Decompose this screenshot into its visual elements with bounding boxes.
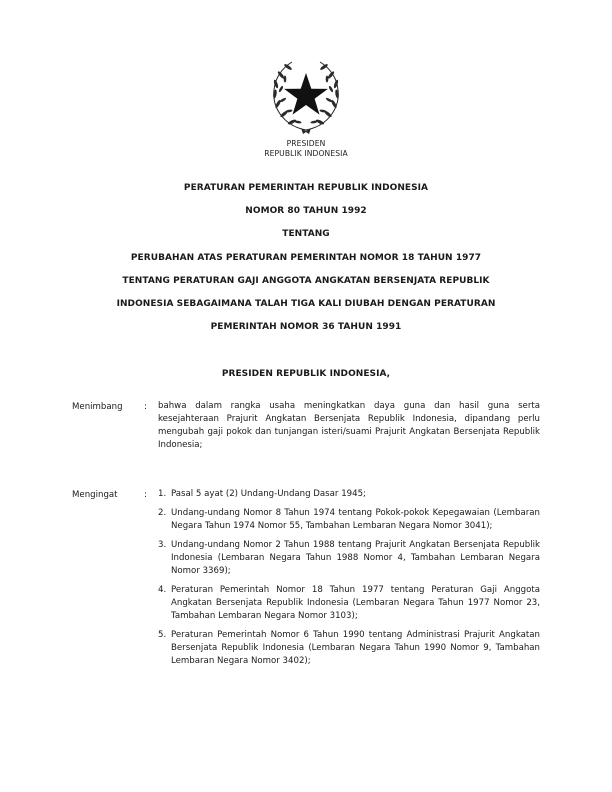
list-item-text: Undang-undang Nomor 2 Tahun 1988 tentang Prajurit Angkatan Bersenjata Republik Indonesia (Lembaran Negara Tahun 1988 Nomor 4, Tambahan Lembaran Negara Nomor 3369); (171, 540, 540, 576)
menimbang-label: Menimbang (72, 402, 123, 412)
list-item (158, 584, 540, 623)
list-item-number: 3. (158, 540, 167, 550)
regulation-subject-line-1: PERUBAHAN ATAS PERATURAN PEMERINTAH NOMOR 18 TAHUN 1977 (130, 253, 482, 263)
list-item-text: Peraturan Pemerintah Nomor 6 Tahun 1990 tentang Administrasi Prajurit Angkatan Bersenjata Republik Indonesia (Lembaran Negara Tahun 1990 Nomor 9, Tambahan Lembaran Negara Nomor 3402); (171, 630, 540, 666)
list-item-number: 2. (158, 508, 167, 518)
mengingat-list (158, 488, 540, 674)
letterhead-line-1: PRESIDEN (286, 139, 326, 148)
list-item-text: Undang-undang Nomor 8 Tahun 1974 tentang Pokok-pokok Kepegawaian (Lembaran Negara Tahun 1974 Nomor 55, Tambahan Lembaran Negara Nomor 3041); (171, 508, 540, 531)
menimbang-text: bahwa dalam rangka usaha meningkatkan daya guna dan hasil guna serta kesejahteraan Prajurit Angkatan Bersenjata Republik Indonesia, dipandang perlu mengubah gaji pokok dan tunjangan isteri/suami Prajurit Angkatan Bersenjata Republik Indonesia; (158, 401, 540, 450)
regulation-title: PERATURAN PEMERINTAH REPUBLIK INDONESIA (183, 183, 429, 193)
list-item (158, 539, 540, 578)
menimbang-colon: : (144, 402, 147, 412)
list-item-number: 5. (158, 630, 167, 640)
list-item-text: Peraturan Pemerintah Nomor 18 Tahun 1977 tentang Peraturan Gaji Anggota Angkatan Bersenjata Republik Indonesia (Lembaran Negara Tahun 1977 Nomor 23, Tambahan Lembaran Negara Nomor 3103); (171, 585, 540, 621)
list-item-text: Pasal 5 ayat (2) Undang-Undang Dasar 1945; (171, 489, 366, 499)
regulation-number: NOMOR 80 TAHUN 1992 (245, 206, 367, 216)
regulation-subject-line-3: INDONESIA SEBAGAIMANA TALAH TIGA KALI DIUBAH DENGAN PERATURAN (116, 299, 496, 309)
president-heading: PRESIDEN REPUBLIK INDONESIA, (221, 369, 391, 379)
list-item (158, 507, 540, 533)
list-item-number: 4. (158, 585, 167, 595)
mengingat-label: Mengingat (72, 490, 118, 500)
regulation-subject-line-4: PEMERINTAH NOMOR 36 TAHUN 1991 (210, 322, 402, 332)
mengingat-colon: : (144, 490, 147, 500)
list-item (158, 488, 540, 501)
presidential-seal-icon (266, 56, 346, 136)
regulation-subject-line-2: TENTANG PERATURAN GAJI ANGGOTA ANGKATAN BERSENJATA REPUBLIK (122, 276, 490, 286)
list-item (158, 629, 540, 668)
regulation-about: TENTANG (282, 229, 330, 239)
list-item-number: 1. (158, 489, 167, 499)
letterhead-line-2: REPUBLIK INDONESIA (264, 149, 348, 158)
